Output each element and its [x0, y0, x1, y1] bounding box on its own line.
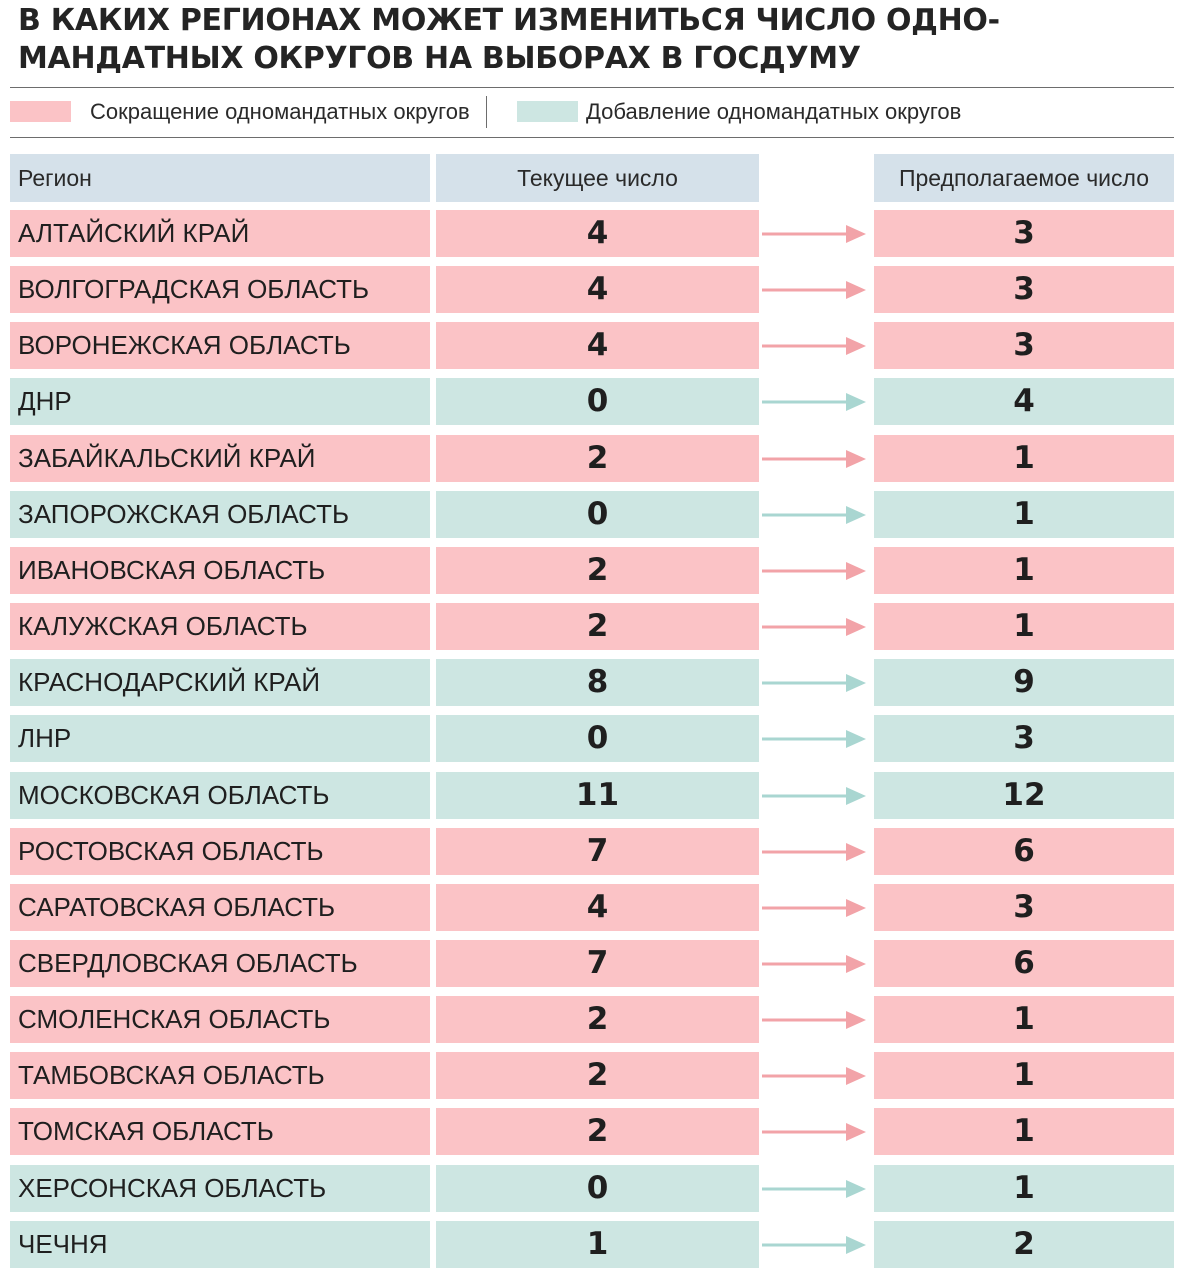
legend-bottom-rule	[10, 137, 1174, 138]
region-cell: ТОМСКАЯ ОБЛАСТЬ	[10, 1108, 430, 1155]
legend-swatch-decrease	[10, 101, 71, 122]
arrow-icon	[762, 729, 868, 749]
region-cell: СМОЛЕНСКАЯ ОБЛАСТЬ	[10, 996, 430, 1043]
proposed-value-cell: 3	[874, 715, 1174, 762]
current-value-cell: 4	[436, 884, 759, 931]
arrow-icon	[762, 1235, 868, 1255]
current-value-cell: 2	[436, 547, 759, 594]
region-cell: ЗАБАЙКАЛЬСКИЙ КРАЙ	[10, 435, 430, 482]
proposed-value-cell: 3	[874, 322, 1174, 369]
proposed-value-cell: 12	[874, 772, 1174, 819]
proposed-value-cell: 1	[874, 547, 1174, 594]
region-cell: САРАТОВСКАЯ ОБЛАСТЬ	[10, 884, 430, 931]
current-value-cell: 0	[436, 715, 759, 762]
arrow-icon	[762, 224, 868, 244]
top-rule	[10, 87, 1174, 88]
region-cell: АЛТАЙСКИЙ КРАЙ	[10, 210, 430, 257]
proposed-value-cell: 1	[874, 603, 1174, 650]
proposed-value-cell: 1	[874, 1165, 1174, 1212]
header-current: Текущее число	[436, 154, 759, 202]
region-cell: ЗАПОРОЖСКАЯ ОБЛАСТЬ	[10, 491, 430, 538]
region-cell: СВЕРДЛОВСКАЯ ОБЛАСТЬ	[10, 940, 430, 987]
region-cell: КАЛУЖСКАЯ ОБЛАСТЬ	[10, 603, 430, 650]
chart-title: В КАКИХ РЕГИОНАХ МОЖЕТ ИЗМЕНИТЬСЯ ЧИСЛО ОДНО-МАНДАТНЫХ ОКРУГОВ НА ВЫБОРАХ В ГОСДУМУ	[18, 3, 1000, 76]
arrow-icon	[762, 786, 868, 806]
proposed-value-cell: 1	[874, 1108, 1174, 1155]
current-value-cell: 4	[436, 266, 759, 313]
arrow-icon	[762, 1122, 868, 1142]
proposed-value-cell: 9	[874, 659, 1174, 706]
proposed-value-cell: 1	[874, 1052, 1174, 1099]
arrow-icon	[762, 617, 868, 637]
proposed-value-cell: 3	[874, 884, 1174, 931]
region-cell: МОСКОВСКАЯ ОБЛАСТЬ	[10, 772, 430, 819]
proposed-value-cell: 4	[874, 378, 1174, 425]
proposed-value-cell: 1	[874, 491, 1174, 538]
region-cell: КРАСНОДАРСКИЙ КРАЙ	[10, 659, 430, 706]
region-cell: ТАМБОВСКАЯ ОБЛАСТЬ	[10, 1052, 430, 1099]
arrow-icon	[762, 842, 868, 862]
region-cell: ХЕРСОНСКАЯ ОБЛАСТЬ	[10, 1165, 430, 1212]
legend-label-increase: Добавление одномандатных округов	[586, 99, 962, 124]
current-value-cell: 0	[436, 1165, 759, 1212]
arrow-icon	[762, 898, 868, 918]
arrow-icon	[762, 336, 868, 356]
proposed-value-cell: 6	[874, 828, 1174, 875]
current-value-cell: 7	[436, 940, 759, 987]
region-cell: РОСТОВСКАЯ ОБЛАСТЬ	[10, 828, 430, 875]
proposed-value-cell: 1	[874, 996, 1174, 1043]
current-value-cell: 2	[436, 996, 759, 1043]
current-value-cell: 0	[436, 491, 759, 538]
region-cell: ВОЛГОГРАДСКАЯ ОБЛАСТЬ	[10, 266, 430, 313]
region-cell: ВОРОНЕЖСКАЯ ОБЛАСТЬ	[10, 322, 430, 369]
legend-divider	[486, 96, 487, 128]
current-value-cell: 2	[436, 1108, 759, 1155]
arrow-icon	[762, 1010, 868, 1030]
region-cell: ИВАНОВСКАЯ ОБЛАСТЬ	[10, 547, 430, 594]
arrow-icon	[762, 1066, 868, 1086]
arrow-icon	[762, 561, 868, 581]
current-value-cell: 2	[436, 435, 759, 482]
current-value-cell: 8	[436, 659, 759, 706]
current-value-cell: 4	[436, 210, 759, 257]
current-value-cell: 0	[436, 378, 759, 425]
current-value-cell: 4	[436, 322, 759, 369]
current-value-cell: 11	[436, 772, 759, 819]
header-proposed: Предполагаемое число	[874, 154, 1174, 202]
current-value-cell: 7	[436, 828, 759, 875]
arrow-icon	[762, 1179, 868, 1199]
arrow-icon	[762, 280, 868, 300]
arrow-icon	[762, 449, 868, 469]
proposed-value-cell: 6	[874, 940, 1174, 987]
current-value-cell: 2	[436, 603, 759, 650]
arrow-icon	[762, 505, 868, 525]
proposed-value-cell: 3	[874, 210, 1174, 257]
region-cell: ДНР	[10, 378, 430, 425]
proposed-value-cell: 1	[874, 435, 1174, 482]
arrow-icon	[762, 392, 868, 412]
proposed-value-cell: 2	[874, 1221, 1174, 1268]
proposed-value-cell: 3	[874, 266, 1174, 313]
current-value-cell: 1	[436, 1221, 759, 1268]
current-value-cell: 2	[436, 1052, 759, 1099]
arrow-icon	[762, 954, 868, 974]
region-cell: ЧЕЧНЯ	[10, 1221, 430, 1268]
region-cell: ЛНР	[10, 715, 430, 762]
arrow-icon	[762, 673, 868, 693]
legend-label-decrease: Сокращение одномандатных округов	[90, 99, 470, 124]
legend-swatch-increase	[517, 101, 578, 122]
header-region: Регион	[10, 154, 430, 202]
